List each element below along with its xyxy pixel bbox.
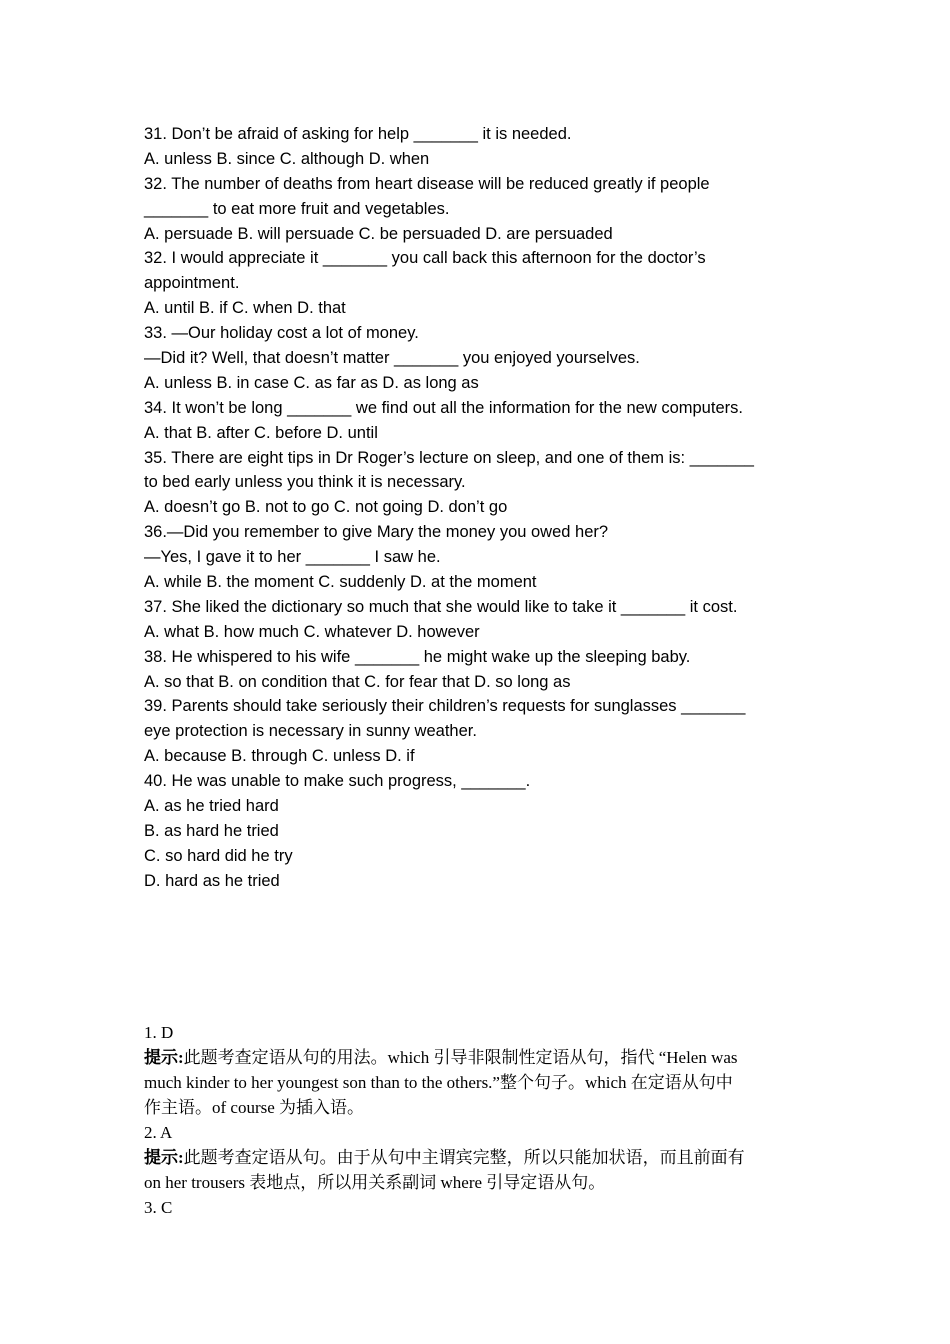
question-line-39: 39. Parents should take seriously their children’s requests for sunglasses _______ bbox=[144, 697, 746, 716]
question-block bbox=[144, 122, 824, 894]
options-line-35: A. doesn’t go B. not to go C. not going D. don’t go bbox=[144, 498, 508, 517]
question-line-38: 38. He whispered to his wife _______ he might wake up the sleeping baby. bbox=[144, 647, 691, 666]
options-line-37: A. what B. how much C. whatever D. however bbox=[144, 622, 480, 641]
options-line-32b: A. until B. if C. when D. that bbox=[144, 299, 346, 318]
question-line-39-cont: eye protection is necessary in sunny weather. bbox=[144, 722, 477, 741]
hint-label: 提示: bbox=[144, 1048, 184, 1067]
hint-1-text: 此题考查定语从句的用法。which 引导非限制性定语从句，指代 “Helen was bbox=[183, 1048, 738, 1067]
question-line-33: 33. —Our holiday cost a lot of money. bbox=[144, 324, 419, 343]
question-line-36-cont: —Yes, I gave it to her _______ I saw he. bbox=[144, 548, 441, 567]
question-line-34: 34. It won’t be long _______ we find out all the information for the new computers. bbox=[144, 398, 743, 417]
question-line-32b: 32. I would appreciate it _______ you call back this afternoon for the doctor’s bbox=[144, 249, 706, 268]
options-line-39: A. because B. through C. unless D. if bbox=[144, 747, 415, 766]
options-line-36: A. while B. the moment C. suddenly D. at the moment bbox=[144, 573, 537, 592]
answer-2: 2. A bbox=[144, 1123, 173, 1142]
option-line-40-a: A. as he tried hard bbox=[144, 797, 279, 816]
option-line-40-c: C. so hard did he try bbox=[144, 846, 293, 865]
hint-1-line-3: 作主语。of course 为插入语。 bbox=[144, 1098, 365, 1117]
options-line-33: A. unless B. in case C. as far as D. as long as bbox=[144, 373, 479, 392]
question-line-32a-cont: _______ to eat more fruit and vegetables. bbox=[144, 199, 450, 218]
options-line-38: A. so that B. on condition that C. for fear that D. so long as bbox=[144, 672, 571, 691]
question-line-33-cont: —Did it? Well, that doesn’t matter _______ you enjoyed yourselves. bbox=[144, 349, 640, 368]
hint-1-line-2: much kinder to her youngest son than to the others.”整个句子。which 在定语从句中 bbox=[144, 1073, 733, 1092]
question-line-32b-cont: appointment. bbox=[144, 274, 240, 293]
question-line-32a: 32. The number of deaths from heart disease will be reduced greatly if people bbox=[144, 174, 710, 193]
hint-label: 提示: bbox=[144, 1148, 184, 1167]
question-line-37: 37. She liked the dictionary so much that she would like to take it _______ it cost. bbox=[144, 597, 738, 616]
answer-block bbox=[144, 1020, 824, 1220]
option-line-40-d: D. hard as he tried bbox=[144, 871, 280, 890]
hint-2-line-1 bbox=[144, 1145, 824, 1170]
question-line-35: 35. There are eight tips in Dr Roger’s lecture on sleep, and one of them is: _______ bbox=[144, 448, 754, 467]
option-line-40-b: B. as hard he tried bbox=[144, 821, 279, 840]
question-line-31: 31. Don’t be afraid of asking for help _______ it is needed. bbox=[144, 125, 572, 143]
hint-2-text: 此题考查定语从句。由于从句中主谓宾完整，所以只能加状语，而且前面有 bbox=[183, 1148, 745, 1167]
hint-1-line-1 bbox=[144, 1045, 824, 1070]
answer-1: 1. D bbox=[144, 1023, 174, 1042]
question-line-40: 40. He was unable to make such progress, _______. bbox=[144, 772, 531, 791]
answer-3: 3. C bbox=[144, 1198, 173, 1217]
options-line-32a: A. persuade B. will persuade C. be persuaded D. are persuaded bbox=[144, 224, 613, 243]
hint-2-line-2: on her trousers 表地点，所以用关系副词 where 引导定语从句。 bbox=[144, 1173, 606, 1192]
question-line-36: 36.—Did you remember to give Mary the money you owed her? bbox=[144, 523, 609, 542]
question-line-35-cont: to bed early unless you think it is necessary. bbox=[144, 473, 466, 492]
options-line-34: A. that B. after C. before D. until bbox=[144, 423, 378, 442]
options-line-31: A. unless B. since C. although D. when bbox=[144, 149, 430, 168]
